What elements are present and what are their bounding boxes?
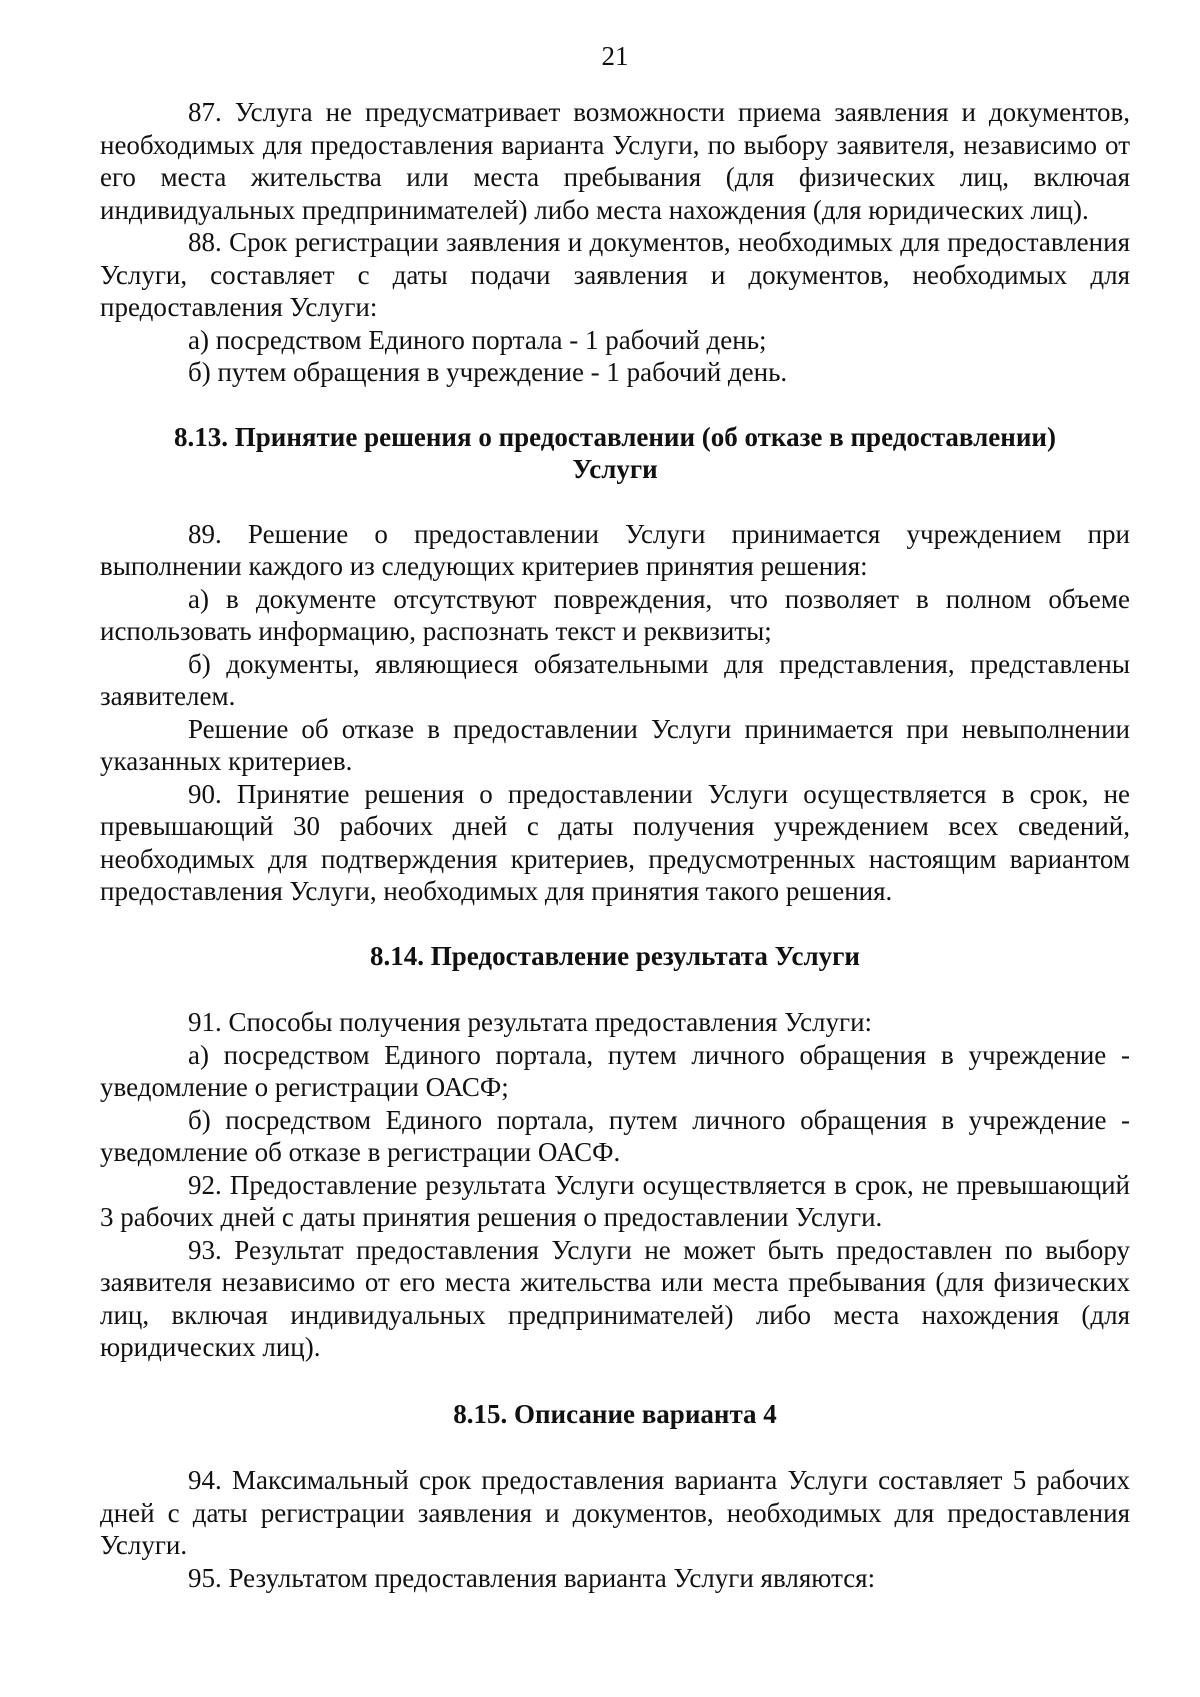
document-page xyxy=(100,40,1130,1594)
paragraph-93: 93. Результат предоставления Услуги не может быть предоставлен по выбору заявителя независимо от его места жительства или места пребывания (для физических лиц, включая индивидуальных предпринимателей) либо места нахождения (для юридических лиц). xyxy=(100,1234,1130,1362)
paragraph-89-b: б) документы, являющиеся обязательными для представления, представлены заявителем. xyxy=(100,648,1130,711)
paragraph-90: 90. Принятие решения о предоставлении Услуги осуществляется в срок, не превышающий 30 рабочих дней с даты получения учреждением всех сведений, необходимых для подтверждения критериев, предусмотренных настоящим вариантом предоставления Услуги, необходимых для принятия такого решения. xyxy=(100,778,1130,906)
page-number: 21 xyxy=(601,41,629,71)
paragraph-91-a: а) посредством Единого портала, путем личного обращения в учреждение - уведомление о регистрации ОАСФ; xyxy=(100,1039,1130,1102)
paragraph-88-a: а) посредством Единого портала - 1 рабочий день; xyxy=(188,324,767,355)
section-heading-8-14: 8.14. Предоставление результата Услуги xyxy=(370,940,860,971)
section-heading-8-13-line1: 8.13. Принятие решения о предоставлении (об отказе в предоставлении) xyxy=(174,421,1056,452)
section-heading-8-13-line2: Услуги xyxy=(572,454,658,484)
paragraph-94: 94. Максимальный срок предоставления варианта Услуги составляет 5 рабочих дней с даты регистрации заявления и документов, необходимых для предоставления Услуги. xyxy=(100,1465,1130,1560)
paragraph-92: 92. Предоставление результата Услуги осуществляется в срок, не превышающий 3 рабочих дней с даты принятия решения о предоставлении Услуги. xyxy=(100,1169,1130,1232)
paragraph-95: 95. Результатом предоставления варианта Услуги являются: xyxy=(188,1562,876,1593)
section-heading-8-13 xyxy=(100,421,1130,486)
paragraph-91: 91. Способы получения результата предоставления Услуги: xyxy=(188,1007,873,1037)
paragraph-refusal: Решение об отказе в предоставлении Услуги принимается при невыполнении указанных критериев. xyxy=(100,713,1130,776)
paragraph-88-b: б) путем обращения в учреждение - 1 рабочий день. xyxy=(188,357,788,387)
paragraph-89: 89. Решение о предоставлении Услуги принимается учреждением при выполнении каждого из следующих критериев принятия решения: xyxy=(100,518,1130,581)
section-heading-8-15: 8.15. Описание варианта 4 xyxy=(453,1398,777,1429)
paragraph-89-a: а) в документе отсутствуют повреждения, что позволяет в полном объеме использовать информацию, распознать текст и реквизиты; xyxy=(100,583,1130,646)
paragraph-88: 88. Срок регистрации заявления и документов, необходимых для предоставления Услуги, составляет с даты подачи заявления и документов, необходимых для предоставления Услуги: xyxy=(100,227,1130,322)
paragraph-87: 87. Услуга не предусматривает возможности приема заявления и документов, необходимых для предоставления варианта Услуги, по выбору заявителя, независимо от его места жительства или места пребывания (для физических лиц, включая индивидуальных предпринимателей) либо места нахождения (для юридических лиц). xyxy=(100,97,1130,225)
paragraph-91-b: б) посредством Единого портала, путем личного обращения в учреждение - уведомление об отказе в регистрации ОАСФ. xyxy=(100,1104,1130,1167)
